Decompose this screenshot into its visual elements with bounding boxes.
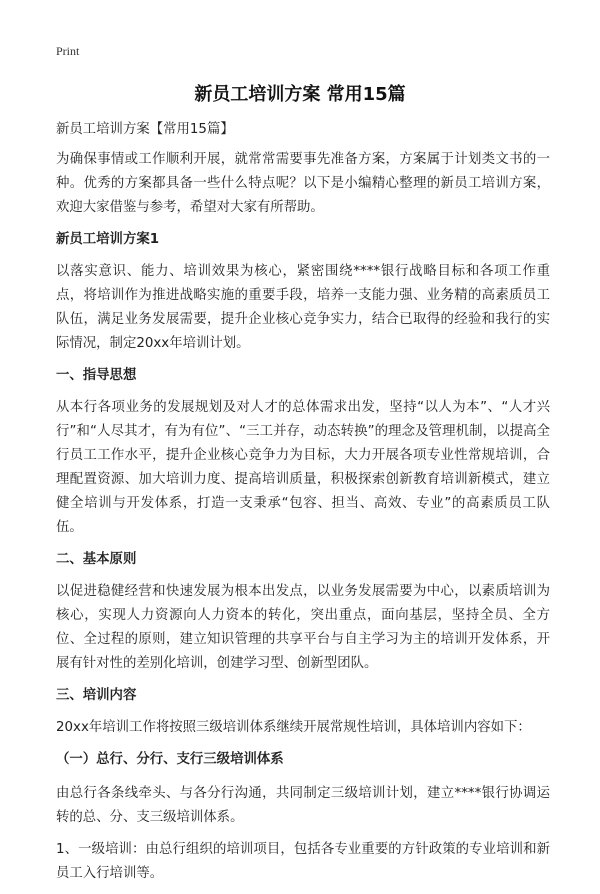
subheading-three-level-system: （一）总行、分行、支行三级培训体系 bbox=[56, 752, 284, 767]
heading-training-content: 三、培训内容 bbox=[56, 688, 137, 703]
section-1-title: 新员工培训方案1 bbox=[56, 232, 160, 247]
document-subtitle: 新员工培训方案【常用15篇】 bbox=[56, 122, 234, 137]
section-1-paragraph: 以落实意识、能力、培训效果为核心，紧密围绕****银行战略目标和各项工作重点，将培训作为推进战略实施的重要手段，培养一支能力强、业务精的高素质员工队伍，满足业务发展需要，提升企业核心竞争实力，结合已取得的经验和我行的实际情况，制定20xx年培训计划。 bbox=[56, 264, 550, 351]
paragraph-training-content: 20xx年培训工作将按照三级培训体系继续开展常规性培训，具体培训内容如下： bbox=[56, 720, 531, 735]
page-title: 新员工培训方案 常用15篇 bbox=[194, 84, 406, 105]
paragraph-guiding-ideology: 从本行各项业务的发展规划及对人才的总体需求出发，坚持“以人为本”、“人才兴行”和“人尽其才，有为有位”、“三工并存，动态转换”的理念及管理机制，以提高全行员工工作水平，提升企业核心竞争力为目标，大力开展各项专业性常规培训，合理配置资源、加大培训力度、提高培训质量，积极探索创新教育培训新模式，建立健全培训与开发体系，打造一支秉承“包容、担当、高效、专业”的高素质员工队伍。 bbox=[56, 400, 550, 535]
heading-guiding-ideology: 一、指导思想 bbox=[56, 368, 137, 383]
paragraph-three-level-system: 由总行各条线牵头、与各分行沟通，共同制定三级培训计划，建立****银行协调运转的总、分、支三级培训体系。 bbox=[56, 786, 550, 825]
document-body bbox=[56, 118, 550, 894]
heading-basic-principles: 二、基本原则 bbox=[56, 552, 137, 567]
paragraph-level-one-training: 1、一级培训：由总行组织的培训项目，包括各专业重要的方针政策的专业培训和新员工入行培训等。 bbox=[56, 842, 550, 881]
paragraph-basic-principles: 以促进稳健经营和快速发展为根本出发点，以业务发展需要为中心，以素质培训为核心，实现人力资源向人力资本的转化，突出重点，面向基层，坚持全员、全方位、全过程的原则，建立知识管理的共享平台与自主学习为主的培训开发体系，开展有针对性的差别化培训，创建学习型、创新型团队。 bbox=[56, 584, 550, 671]
intro-paragraph: 为确保事情或工作顺利开展，就常常需要事先准备方案，方案属于计划类文书的一种。优秀的方案都具备一些什么特点呢？以下是小编精心整理的新员工培训方案，欢迎大家借鉴与参考，希望对大家有所帮助。 bbox=[56, 152, 550, 215]
print-link[interactable]: Print bbox=[56, 44, 80, 58]
